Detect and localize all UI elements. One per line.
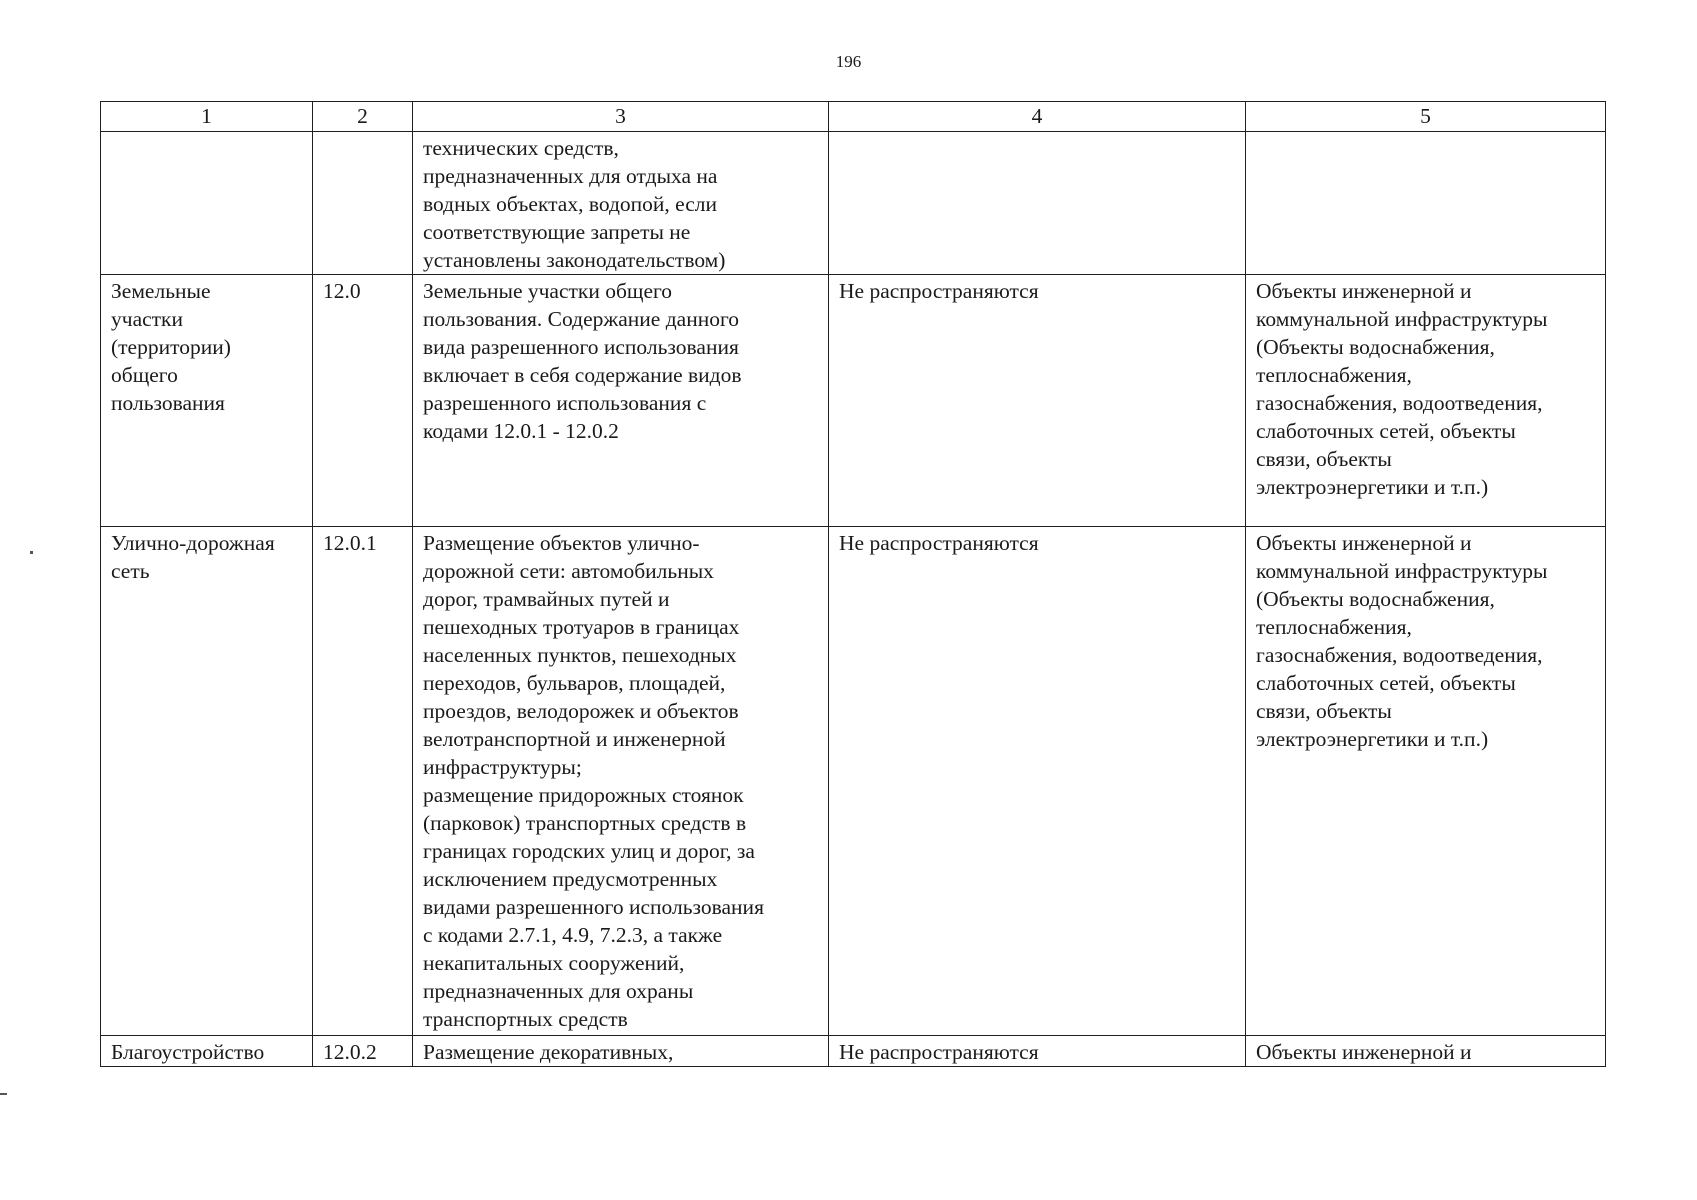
column-header-4: 4 — [829, 102, 1246, 132]
description-line: исключением предусмотренных — [423, 867, 718, 891]
restrictions-cell: Не распространяются — [829, 275, 1246, 527]
description-line: кодами 12.0.1 - 12.0.2 — [423, 419, 619, 443]
auxiliary-line: связи, объекты — [1256, 699, 1392, 723]
description-line: соответствующие запреты не — [423, 220, 691, 244]
use-name-cell — [101, 275, 313, 527]
column-header-2: 2 — [313, 102, 413, 132]
page-number: 196 — [835, 52, 862, 71]
use-name-cell — [101, 1036, 313, 1067]
description-line: водных объектах, водопой, если — [423, 192, 718, 216]
name-line: сеть — [111, 559, 150, 583]
description-line: переходов, бульваров, площадей, — [423, 671, 726, 695]
description-line: Размещение объектов улично- — [423, 531, 700, 555]
description-line: Земельные участки общего — [423, 279, 673, 303]
description-line: с кодами 2.7.1, 4.9, 7.2.3, а также — [423, 923, 723, 947]
description-line: транспортных средств — [423, 1007, 628, 1031]
auxiliary-line: (Объекты водоснабжения, — [1256, 335, 1495, 359]
auxiliary-line: газоснабжения, водоотведения, — [1256, 391, 1543, 415]
auxiliary-objects-cell — [1246, 527, 1606, 1036]
auxiliary-line: Объекты инженерной и — [1256, 279, 1472, 303]
description-line: Размещение декоративных, — [423, 1040, 674, 1064]
auxiliary-line: теплоснабжения, — [1256, 363, 1412, 387]
description-line: предназначенных для охраны — [423, 979, 694, 1003]
description-line: разрешенного использования с — [423, 391, 707, 415]
description-line: пользования. Содержание данного — [423, 307, 739, 331]
description-line: велотранспортной и инженерной — [423, 727, 726, 751]
scan-mark — [30, 551, 33, 554]
auxiliary-line: электроэнергетики и т.п.) — [1256, 727, 1489, 751]
scan-mark — [0, 1093, 7, 1095]
description-line: технических средств, — [423, 136, 619, 160]
use-code-cell: 12.0 — [313, 275, 413, 527]
description-line: (парковок) транспортных средств в — [423, 811, 747, 835]
auxiliary-line: теплоснабжения, — [1256, 615, 1412, 639]
auxiliary-line: электроэнергетики и т.п.) — [1256, 475, 1489, 499]
use-description-cell — [413, 275, 829, 527]
restrictions-cell: Не распространяются — [829, 1036, 1246, 1067]
table-row — [101, 275, 1606, 527]
auxiliary-objects-cell — [1246, 275, 1606, 527]
auxiliary-objects-cell — [1246, 132, 1606, 275]
land-use-table — [100, 101, 1606, 1067]
description-line: пешеходных тротуаров в границах — [423, 615, 740, 639]
description-line: инфраструктуры; — [423, 755, 582, 779]
auxiliary-line: Объекты инженерной и — [1256, 1040, 1472, 1064]
column-header-3: 3 — [413, 102, 829, 132]
table-row — [101, 527, 1606, 1036]
description-line: населенных пунктов, пешеходных — [423, 643, 737, 667]
auxiliary-line: газоснабжения, водоотведения, — [1256, 643, 1543, 667]
name-line: Благоустройство — [111, 1040, 265, 1064]
use-name-cell — [101, 527, 313, 1036]
use-code-cell — [313, 132, 413, 275]
column-header-5: 5 — [1246, 102, 1606, 132]
description-line: вида разрешенного использования — [423, 335, 739, 359]
auxiliary-line: Объекты инженерной и — [1256, 531, 1472, 555]
auxiliary-line: коммунальной инфраструктуры — [1256, 307, 1548, 331]
description-line: некапитальных сооружений, — [423, 951, 685, 975]
name-line: (территории) — [111, 335, 231, 359]
use-code-cell: 12.0.1 — [313, 527, 413, 1036]
description-line: границах городских улиц и дорог, за — [423, 839, 755, 863]
restrictions-cell — [829, 132, 1246, 275]
description-line: размещение придорожных стоянок — [423, 783, 744, 807]
use-name-cell — [101, 132, 313, 275]
description-line: установлены законодательством) — [423, 248, 726, 272]
use-description-cell — [413, 1036, 829, 1067]
use-code-cell: 12.0.2 — [313, 1036, 413, 1067]
header-row — [101, 102, 1606, 132]
use-description-cell — [413, 527, 829, 1036]
column-header-1: 1 — [101, 102, 313, 132]
description-line: видами разрешенного использования — [423, 895, 764, 919]
description-line: проездов, велодорожек и объектов — [423, 699, 739, 723]
auxiliary-line: связи, объекты — [1256, 447, 1392, 471]
name-line: участки — [111, 307, 183, 331]
name-line: Улично-дорожная — [111, 531, 275, 555]
name-line: пользования — [111, 391, 225, 415]
description-line: включает в себя содержание видов — [423, 363, 742, 387]
description-line: дорог, трамвайных путей и — [423, 587, 670, 611]
use-description-cell — [413, 132, 829, 275]
name-line: Земельные — [111, 279, 211, 303]
auxiliary-line: слаботочных сетей, объекты — [1256, 419, 1516, 443]
name-line: общего — [111, 363, 178, 387]
auxiliary-line: (Объекты водоснабжения, — [1256, 587, 1495, 611]
table-row — [101, 1036, 1606, 1067]
description-line: дорожной сети: автомобильных — [423, 559, 714, 583]
table-row — [101, 132, 1606, 275]
description-line: предназначенных для отдыха на — [423, 164, 718, 188]
auxiliary-objects-cell — [1246, 1036, 1606, 1067]
restrictions-cell: Не распространяются — [829, 527, 1246, 1036]
auxiliary-line: слаботочных сетей, объекты — [1256, 671, 1516, 695]
auxiliary-line: коммунальной инфраструктуры — [1256, 559, 1548, 583]
